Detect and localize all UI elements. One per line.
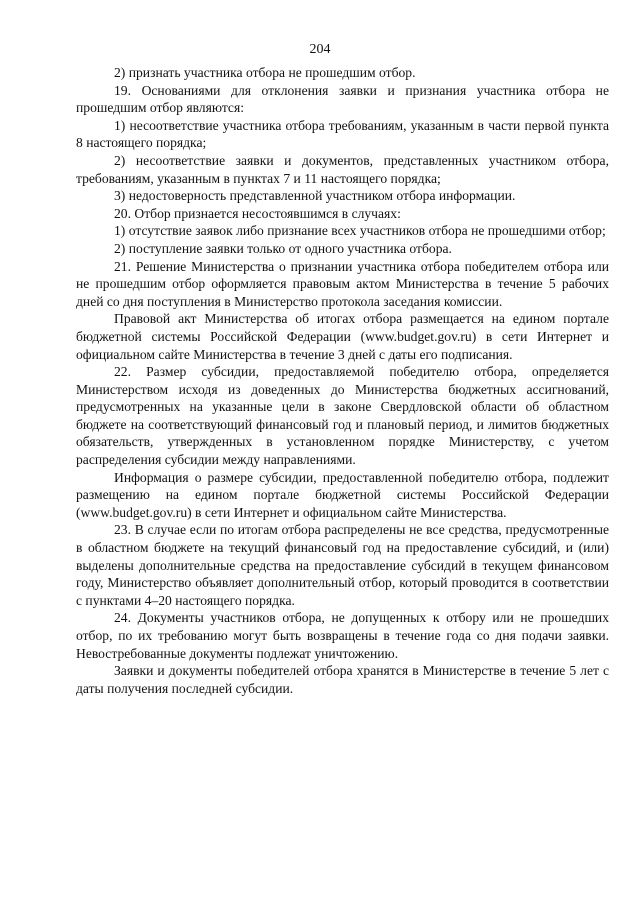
page-number: 204	[309, 42, 331, 57]
paragraph: 2) несоответствие заявки и документов, представленных участником отбора, требованиям, указанным в пунктах 7 и 11 настоящего порядка;	[76, 152, 609, 186]
document-body	[76, 64, 609, 697]
paragraph: 21. Решение Министерства о признании участника отбора победителем отбора или не прошедшим отбор оформляется правовым актом Министерства в течение 5 рабочих дней со дня поступления в Министерство протокола заседания комиссии.	[76, 258, 609, 309]
paragraph: 3) недостоверность представленной участником отбора информации.	[114, 188, 516, 204]
paragraph: 2) поступление заявки только от одного участника отбора.	[114, 240, 452, 256]
paragraph: 23. В случае если по итогам отбора распределены не все средства, предусмотренные в областном бюджете на текущий финансовый год на предоставление субсидий, и (или) выделены дополнительные средства на предоставление субсидий в текущем финансовом году, Министерство объявляет дополнительный отбор, который проводится в соответствии с пунктами 4–20 настоящего порядка.	[76, 522, 609, 608]
paragraph: 2) признать участника отбора не прошедшим отбор.	[114, 65, 416, 80]
paragraph: 1) несоответствие участника отбора требованиям, указанным в части первой пункта 8 настоящего порядка;	[76, 117, 609, 151]
paragraph: 20. Отбор признается несостоявшимся в случаях:	[114, 205, 401, 221]
paragraph: Информация о размере субсидии, предоставленной победителю отбора, подлежит размещению на едином портале бюджетной системы Российской Федерации (www.budget.gov.ru) в сети Интернет и официальном сайте Министерства.	[76, 469, 609, 520]
paragraph: 1) отсутствие заявок либо признание всех участников отбора не прошедшими отбор;	[114, 223, 606, 239]
paragraph: 22. Размер субсидии, предоставляемой победителю отбора, определяется Министерством исходя из доведенных до Министерства бюджетных ассигнований, предусмотренных на указанные цели в законе Свердловской области об областном бюджете на соответствующий финансовый год и плановый период, и лимитов бюджетных обязательств, утвержденных в установленном порядке Министерству, с учетом распределения субсидии между направлениями.	[76, 364, 609, 468]
paragraph: Заявки и документы победителей отбора хранятся в Министерстве в течение 5 лет с даты получения последней субсидии.	[76, 663, 609, 696]
paragraph: 24. Документы участников отбора, не допущенных к отбору или не прошедших отбор, по их требованию могут быть возвращены в течение года со дня подачи заявки. Невостребованные документы подлежат уничтожению.	[76, 610, 609, 661]
paragraph: Правовой акт Министерства об итогах отбора размещается на едином портале бюджетной системы Российской Федерации (www.budget.gov.ru) в сети Интернет и официальном сайте Министерства в течение 3 дней с даты его подписания.	[76, 311, 609, 362]
paragraph: 19. Основаниями для отклонения заявки и признания участника отбора не прошедшим отбор являются:	[76, 82, 609, 116]
